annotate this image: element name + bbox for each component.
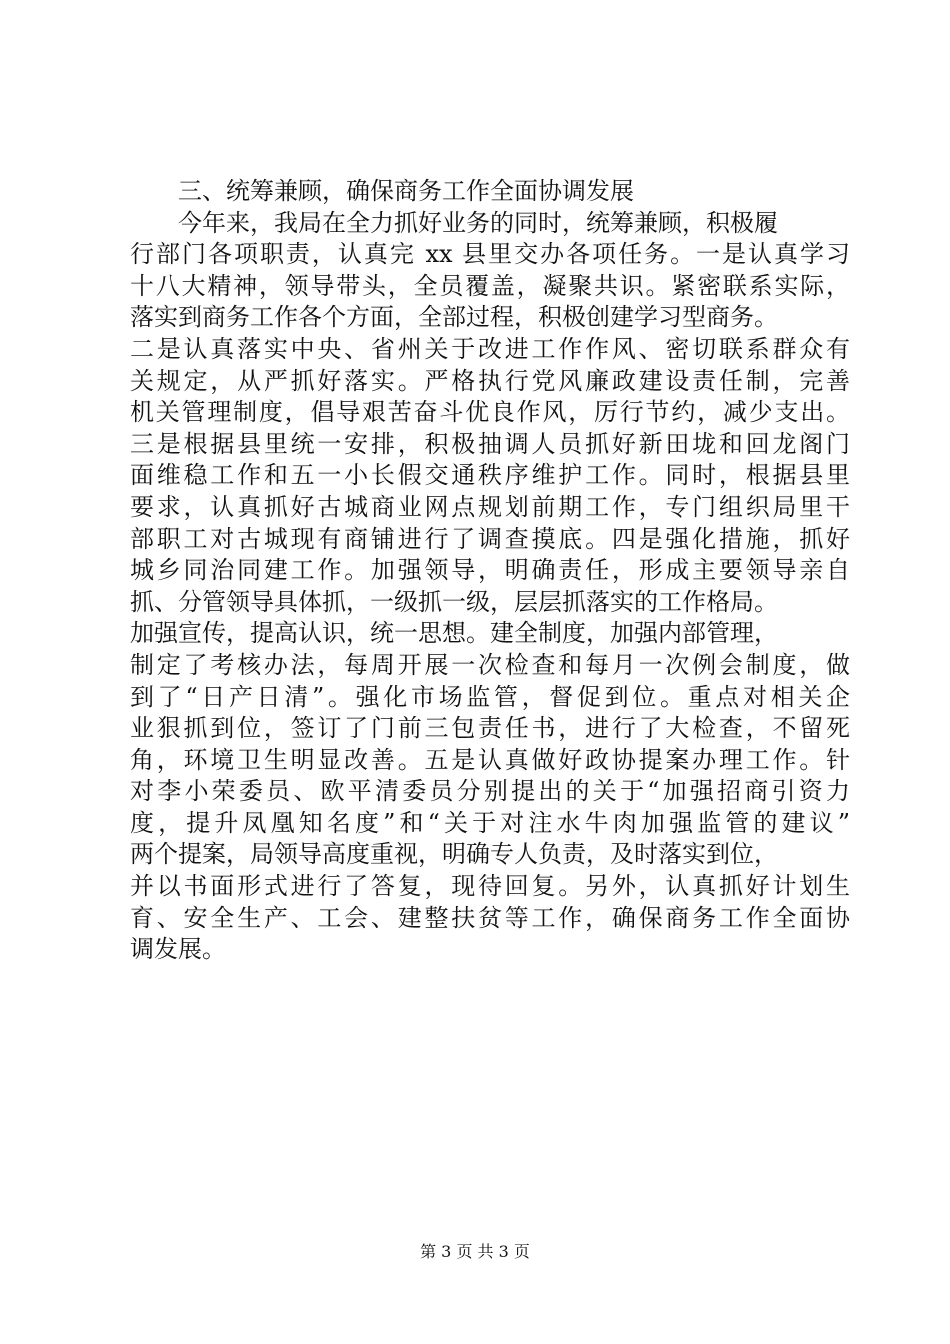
- paragraph-line: 要求，认真抓好古城商业网点规划前期工作，专门组织局里干: [130, 492, 850, 521]
- paragraph-line: 三是根据县里统一安排，积极抽调人员抓好新田垅和回龙阁门: [130, 429, 850, 458]
- paragraph-line: 机关管理制度，倡导艰苦奋斗优良作风，厉行节约，减少支出。: [130, 398, 850, 427]
- page-number-footer: 第 3 页 共 3 页: [420, 1242, 530, 1261]
- paragraph-line: 调发展。: [130, 935, 226, 964]
- paragraph-line: 行部门各项职责，认真完 xx 县里交办各项任务。一是认真学习: [130, 240, 850, 269]
- paragraph-line: 育、安全生产、工会、建整扶贫等工作，确保商务工作全面协: [130, 903, 850, 932]
- paragraph-line: 业狠抓到位，签订了门前三包责任书，进行了大检查，不留死: [130, 714, 850, 743]
- paragraph-line: 十八大精神，领导带头，全员覆盖，凝聚共识。紧密联系实际，: [130, 271, 850, 300]
- paragraph-line: 二是认真落实中央、省州关于改进工作作风、密切联系群众有: [130, 334, 850, 363]
- paragraph-line: 抓、分管领导具体抓，一级抓一级，层层抓落实的工作格局。: [130, 587, 778, 616]
- paragraph-line: 并以书面形式进行了答复，现待回复。另外，认真抓好计划生: [130, 872, 850, 901]
- paragraph-line: 角，环境卫生明显改善。五是认真做好政协提案办理工作。针: [130, 745, 850, 774]
- document-body: [130, 176, 850, 966]
- paragraph-line: 制定了考核办法，每周开展一次检查和每月一次例会制度，做: [130, 650, 850, 679]
- paragraph-line: 今年来，我局在全力抓好业务的同时，统筹兼顾，积极履: [178, 208, 778, 237]
- paragraph-line: 落实到商务工作各个方面，全部过程，积极创建学习型商务。: [130, 303, 778, 332]
- paragraph-line: 面维稳工作和五一小长假交通秩序维护工作。同时，根据县里: [130, 461, 850, 490]
- paragraph-line: 城乡同治同建工作。加强领导，明确责任，形成主要领导亲自: [130, 556, 850, 585]
- paragraph-line: 关规定，从严抓好落实。严格执行党风廉政建设责任制，完善: [130, 366, 850, 395]
- paragraph-line: 部职工对古城现有商铺进行了调查摸底。四是强化措施，抓好: [130, 524, 850, 553]
- paragraph-line: 加强宣传，提高认识，统一思想。建全制度，加强内部管理，: [130, 619, 778, 648]
- paragraph-line: 对李小荣委员、欧平清委员分别提出的关于“加强招商引资力: [130, 777, 850, 806]
- paragraph-line: 到了“日产日清”。强化市场监管，督促到位。重点对相关企: [130, 682, 850, 711]
- paragraph-line: 两个提案，局领导高度重视，明确专人负责，及时落实到位，: [130, 840, 778, 869]
- section-heading: 三、统筹兼顾，确保商务工作全面协调发展: [178, 177, 634, 205]
- paragraph-line: 度，提升凤凰知名度”和“关于对注水牛肉加强监管的建议”: [130, 808, 850, 837]
